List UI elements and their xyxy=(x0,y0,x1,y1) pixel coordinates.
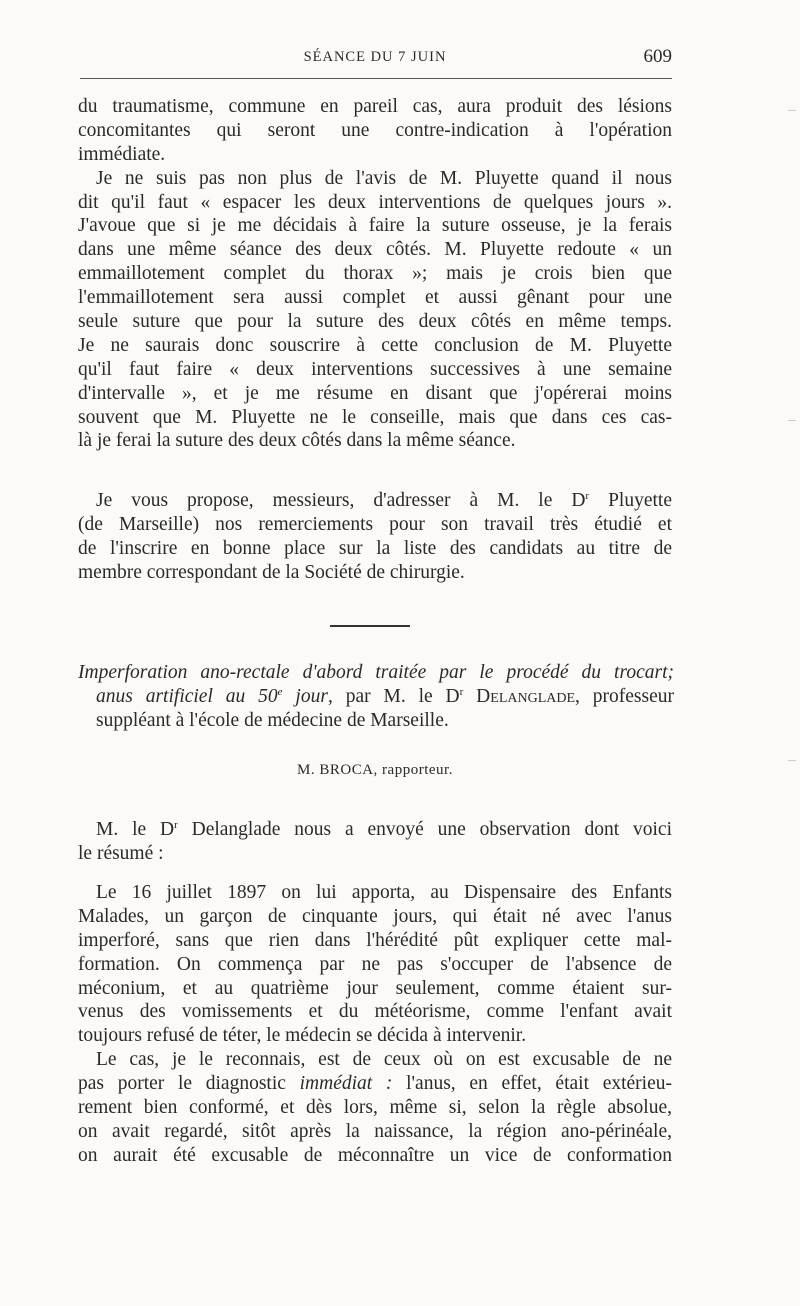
text-span: , professeur xyxy=(575,685,675,707)
body-line xyxy=(78,489,672,513)
text-span: jour xyxy=(282,685,328,707)
section-separator xyxy=(330,625,410,627)
text-span: Delanglade nous a envoyé une observation dont voici xyxy=(177,819,672,840)
body-line: le résumé : xyxy=(78,842,164,864)
body-line: Le 16 juillet 1897 on lui apporta, au Dispensaire des Enfants xyxy=(96,882,672,903)
article-title-line: Imperforation ano-rectale d'abord traitée par le procédé du trocart; xyxy=(78,662,674,683)
body-line: imperforé, sans que rien dans l'hérédité pût expliquer cette mal- xyxy=(78,929,672,951)
body-line: emmaillotement complet du thorax »; mais je crois bien que xyxy=(78,263,672,285)
rapporteur: M. BROCA, rapporteur. xyxy=(297,762,453,778)
body-line: Je ne suis pas non plus de l'avis de M. Pluyette quand il nous xyxy=(96,167,672,189)
body-line xyxy=(78,1072,672,1096)
running-header xyxy=(78,46,672,70)
body-line: méconium, et au quatrième jour seulement, comme étaient sur- xyxy=(78,977,672,999)
body-line: l'emmaillotement sera aussi complet et aussi gênant pour une xyxy=(78,287,672,309)
emphasis: immédiat : xyxy=(299,1073,393,1095)
text-span: , par M. le D xyxy=(327,685,460,707)
body-line: venus des vomissements et du météorisme, comme l'enfant avait xyxy=(78,1001,672,1023)
body-line: on avait regardé, sitôt après la naissance, la région ano-périnéale, xyxy=(78,1120,672,1142)
superscript: e xyxy=(277,685,283,698)
superscript: r xyxy=(459,685,464,698)
body-line: toujours refusé de téter, le médecin se décida à intervenir. xyxy=(78,1025,527,1047)
header-rule xyxy=(80,78,672,79)
body-line: immédiate. xyxy=(78,143,166,165)
body-line: rement bien conformé, et dès lors, même si, selon la règle absolue, xyxy=(78,1097,672,1119)
body-line: (de Marseille) nos remerciements pour son travail très étudié et xyxy=(78,513,672,535)
superscript: r xyxy=(585,490,590,502)
page-speck xyxy=(788,760,796,761)
body-line: dit qu'il faut « espacer les deux interventions de quelques jours ». xyxy=(78,191,672,213)
text-block-intro xyxy=(78,818,672,866)
page-speck xyxy=(788,110,796,111)
page-speck xyxy=(788,420,796,421)
body-line xyxy=(78,818,672,842)
text-block-conclusion xyxy=(78,489,672,585)
body-line: qu'il faut faire « deux interventions successives à une semaine xyxy=(78,358,672,380)
text-span: M. le D xyxy=(96,819,175,840)
superscript: r xyxy=(174,819,178,831)
text-span: l'anus, en effet, était extérieu- xyxy=(392,1073,672,1095)
article-title-line: suppléant à l'école de médecine de Marseille. xyxy=(96,709,449,731)
running-title: SÉANCE DU 7 JUIN xyxy=(303,49,447,65)
body-line: membre correspondant de la Société de chirurgie. xyxy=(78,561,465,583)
body-line: formation. On commença par ne pas s'occuper de l'absence de xyxy=(78,953,672,975)
body-line: souvent que M. Pluyette ne le conseille, mais que dans ces cas- xyxy=(78,406,672,428)
body-line: du traumatisme, commune en pareil cas, aura produit des lésions xyxy=(78,96,672,117)
body-line: là je ferai la suture des deux côtés dans la même séance. xyxy=(78,430,516,452)
body-line: seule suture que pour la suture des deux côtés en même temps. xyxy=(78,311,672,333)
text-block-top xyxy=(78,95,672,453)
page-number: 609 xyxy=(643,46,672,67)
text-span: pas porter le diagnostic xyxy=(78,1073,300,1095)
text-block-case xyxy=(78,881,672,1168)
text-span: Je vous propose, messieurs, d'adresser à M. le D xyxy=(96,490,586,511)
body-line: concomitantes qui seront une contre-indication à l'opération xyxy=(78,119,672,141)
body-line: J'avoue que si je me décidais à faire la suture osseuse, je la ferais xyxy=(78,215,672,237)
body-line: Malades, un garçon de cinquante jours, qui était né avec l'anus xyxy=(78,905,672,927)
article-title xyxy=(78,661,674,733)
text-span: Pluyette xyxy=(589,490,672,511)
body-line: de l'inscrire en bonne place sur la liste des candidats au titre de xyxy=(78,537,672,559)
body-line: Le cas, je le reconnais, est de ceux où on est excusable de ne xyxy=(96,1049,672,1071)
article-title-line xyxy=(78,685,674,709)
body-line: Je ne saurais donc souscrire à cette conclusion de M. Pluyette xyxy=(78,334,672,356)
body-line: dans une même séance des deux côtés. M. Pluyette redoute « un xyxy=(78,239,672,261)
author-name: Delanglade xyxy=(463,685,576,707)
body-line: on aurait été excusable de méconnaître un vice de conformation xyxy=(78,1144,672,1166)
body-line: d'intervalle », et je me résume en disant que j'opérerai moins xyxy=(78,382,672,404)
text-span: anus artificiel au 50 xyxy=(96,685,278,707)
